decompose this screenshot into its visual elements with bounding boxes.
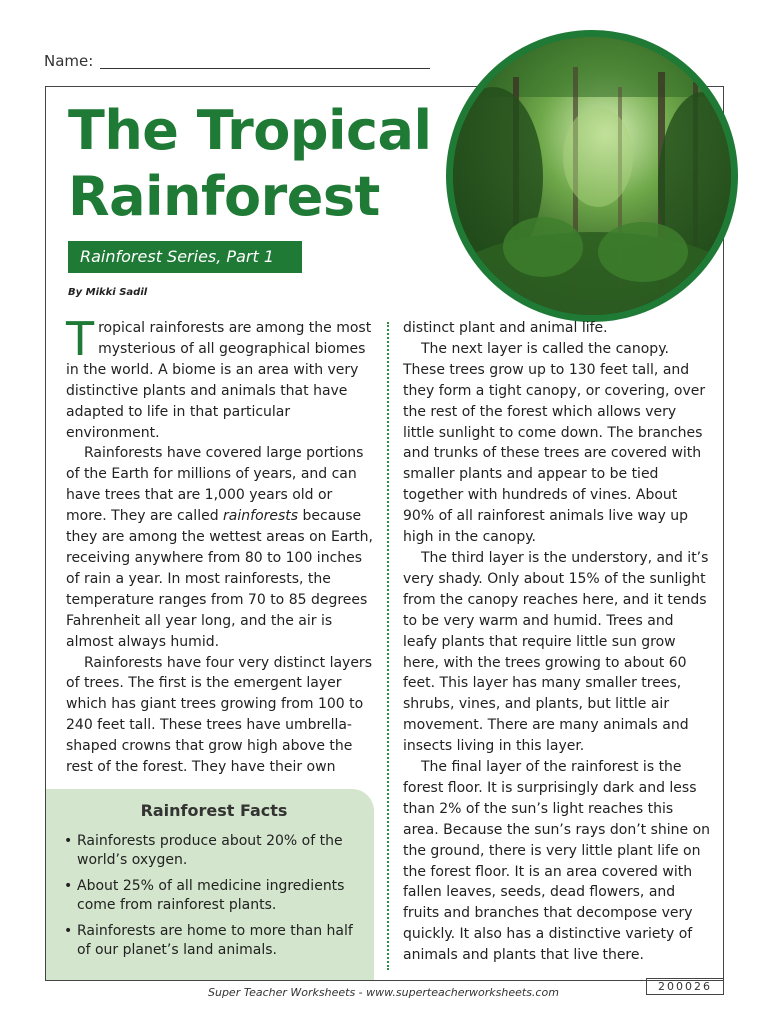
series-banner: Rainforest Series, Part 1 — [68, 241, 302, 273]
name-label: Name: — [44, 52, 94, 70]
rainforest-photo — [446, 30, 738, 322]
article-right-column — [403, 318, 711, 966]
paragraph-1 — [66, 312, 374, 443]
facts-list — [64, 832, 364, 960]
title-line-1: The Tropical — [68, 99, 432, 162]
byline: By Mikki Sadil — [68, 287, 148, 298]
bullet-icon: • — [64, 833, 73, 849]
title-line-2: Rainforest — [68, 165, 380, 228]
paragraph-2 — [66, 443, 374, 652]
page-title — [68, 98, 448, 230]
fact-text: About 25% of all medicine ingredients come from rainforest plants. — [77, 878, 345, 913]
paragraph-3-continued: distinct plant and animal life. — [403, 320, 608, 336]
facts-title: Rainforest Facts — [140, 801, 288, 820]
worksheet-code: 200026 — [646, 978, 724, 995]
name-input-line[interactable] — [100, 68, 430, 69]
fact-item — [64, 832, 364, 870]
bullet-icon: • — [64, 923, 73, 939]
paragraph-2-emphasis: rainforests — [223, 508, 299, 525]
paragraph-3: Rainforests have four very distinct layers of trees. The first is the emergent layer which has giant trees growing from 100 to 240 feet tall. These trees have umbrella-shaped crowns that grow high above the rest of the forest. They have their own — [66, 654, 372, 776]
fact-text: Rainforests are home to more than half of our planet’s land animals. — [77, 923, 353, 958]
rainforest-image — [453, 37, 731, 315]
column-divider — [387, 322, 389, 970]
paragraph-2-text-b: because they are among the wettest areas on Earth, receiving anywhere from 80 to 100 inches of rain a year. In most rainforests, the temperature ranges from 70 to 85 degrees Fahrenheit all year long, and the air is almost always humid. — [66, 508, 373, 650]
fact-item — [64, 877, 364, 915]
article-left-column — [66, 312, 374, 778]
paragraph-1-text: ropical rainforests are among the most mysterious of all geographical biomes in the world. A biome is an area with very distinctive plants and animals that have adapted to life in that particular environment. — [66, 320, 372, 441]
paragraph-forest-floor: The final layer of the rainforest is the forest floor. It is surprisingly dark and less than 2% of the sun’s light reaches this area. Because the sun’s rays don’t shine on the ground, there is very little plant life on the forest floor. It is an area covered with fallen leaves, seeds, dead flowers, and fruits and branches that decompose very quickly. It also has a distinctive variety of animals and plants that live there. — [403, 759, 711, 964]
bullet-icon: • — [64, 878, 73, 894]
paragraph-2-text-a: Rainforests have covered large portions of the Earth for millions of years, and can have trees that are 1,000 years old or more. They are called — [66, 445, 364, 525]
paragraph-understory: The third layer is the understory, and it’s very shady. Only about 15% of the sunlight from the canopy reaches here, and it tends to be very warm and humid. Trees and leafy plants that require little sun grow here, with the trees growing to about 60 feet. This layer has many smaller trees, shrubs, vines, and plants, but little air movement. There are many animals and insects living in this layer. — [403, 549, 709, 755]
footer-credit: Super Teacher Worksheets - www.superteacherworksheets.com — [208, 986, 559, 999]
paragraph-canopy: The next layer is called the canopy. These trees grow up to 130 feet tall, and they form a tight canopy, or covering, over the rest of the forest which allows very little sunlight to come down. The branches and trunks of these trees are covered with smaller plants and appear to be tied together with hundreds of vines. About 90% of all rainforest animals live way up high in the canopy. — [403, 340, 706, 546]
drop-cap: T — [66, 312, 95, 366]
fact-text: Rainforests produce about 20% of the world’s oxygen. — [77, 833, 343, 868]
facts-box — [46, 789, 374, 980]
fact-item — [64, 922, 364, 960]
